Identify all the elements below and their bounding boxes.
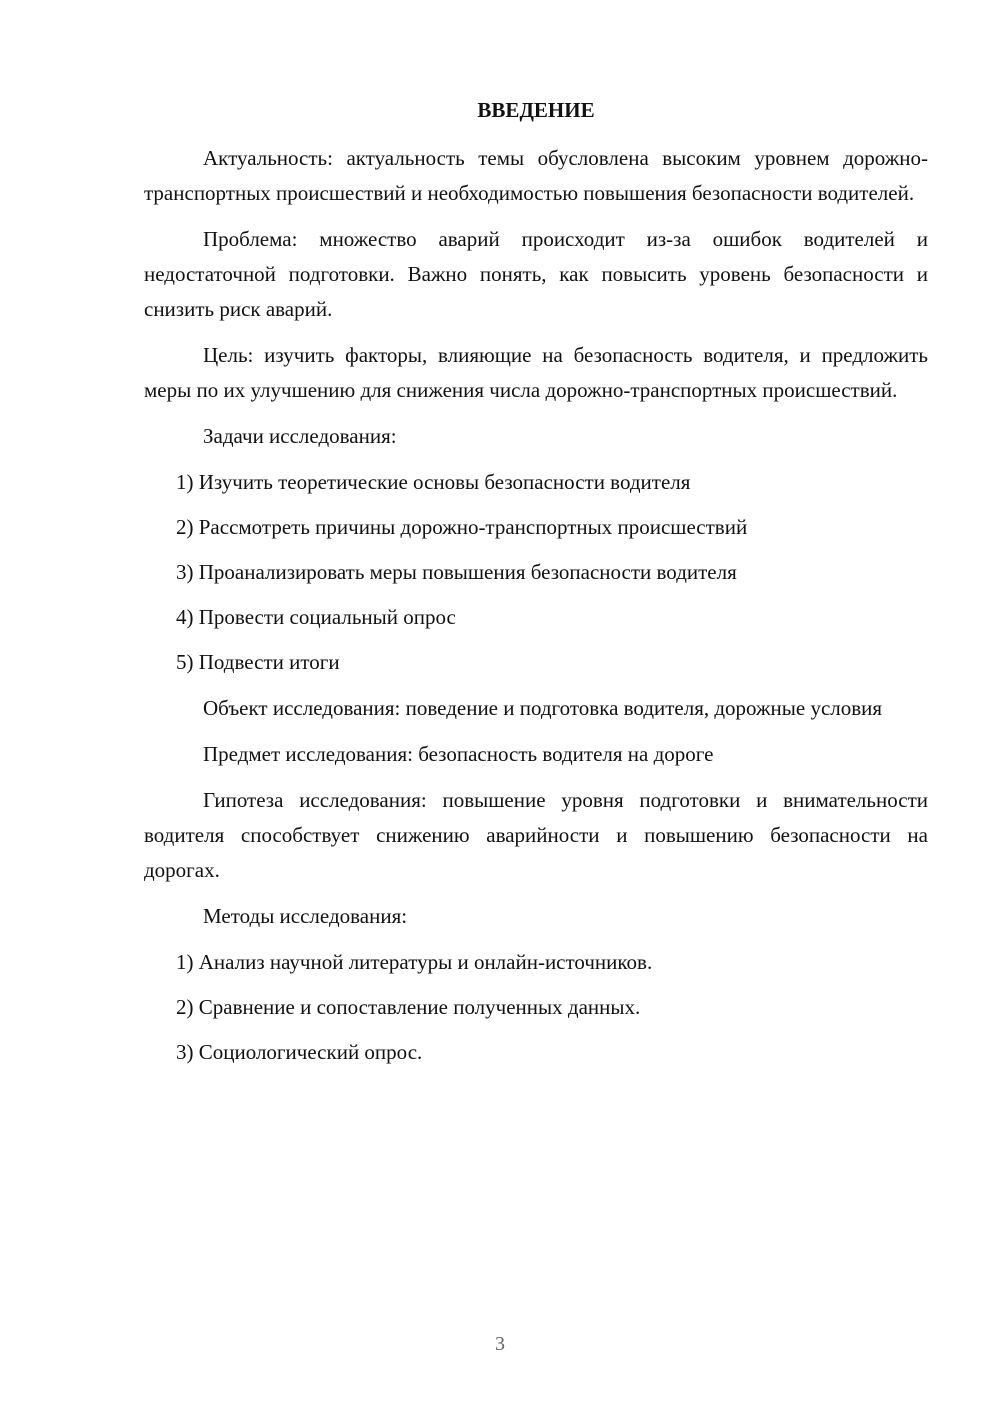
list-item: 1) Изучить теоретические основы безопасности водителя xyxy=(176,470,691,494)
list-item: 4) Провести социальный опрос xyxy=(176,605,456,629)
paragraph-relevance: Актуальность: актуальность темы обусловлена высоким уровнем дорожно-транспортных происшествий и необходимостью повышения безопасности водителей. xyxy=(144,146,928,205)
list-item: 3) Социологический опрос. xyxy=(176,1040,423,1064)
list-item: 2) Рассмотреть причины дорожно-транспортных происшествий xyxy=(176,515,748,539)
list-item: 3) Проанализировать меры повышения безопасности водителя xyxy=(176,560,737,584)
methods-list xyxy=(144,945,928,1070)
page-title: ВВЕДЕНИЕ xyxy=(477,98,595,122)
list-item: 1) Анализ научной литературы и онлайн-источников. xyxy=(176,950,653,974)
page-number: 3 xyxy=(495,1333,505,1355)
tasks-list xyxy=(144,465,928,680)
paragraph-problem: Проблема: множество аварий происходит из-за ошибок водителей и недостаточной подготовки. Важно понять, как повысить уровень безопасности и снизить риск аварий. xyxy=(144,227,928,321)
paragraph-subject: Предмет исследования: безопасность водителя на дороге xyxy=(203,742,714,766)
paragraph-goal: Цель: изучить факторы, влияющие на безопасность водителя, и предложить меры по их улучшению для снижения числа дорожно-транспортных происшествий. xyxy=(144,343,928,402)
list-item: 2) Сравнение и сопоставление полученных данных. xyxy=(176,995,641,1019)
paragraph-hypothesis: Гипотеза исследования: повышение уровня подготовки и внимательности водителя способствует снижению аварийности и повышению безопасности на дорогах. xyxy=(144,788,928,882)
paragraph-tasks-heading: Задачи исследования: xyxy=(203,424,397,448)
document-body xyxy=(144,96,928,1081)
paragraph-object: Объект исследования: поведение и подготовка водителя, дорожные условия xyxy=(203,696,883,720)
paragraph-methods-heading: Методы исследования: xyxy=(203,904,408,928)
list-item: 5) Подвести итоги xyxy=(176,650,340,674)
